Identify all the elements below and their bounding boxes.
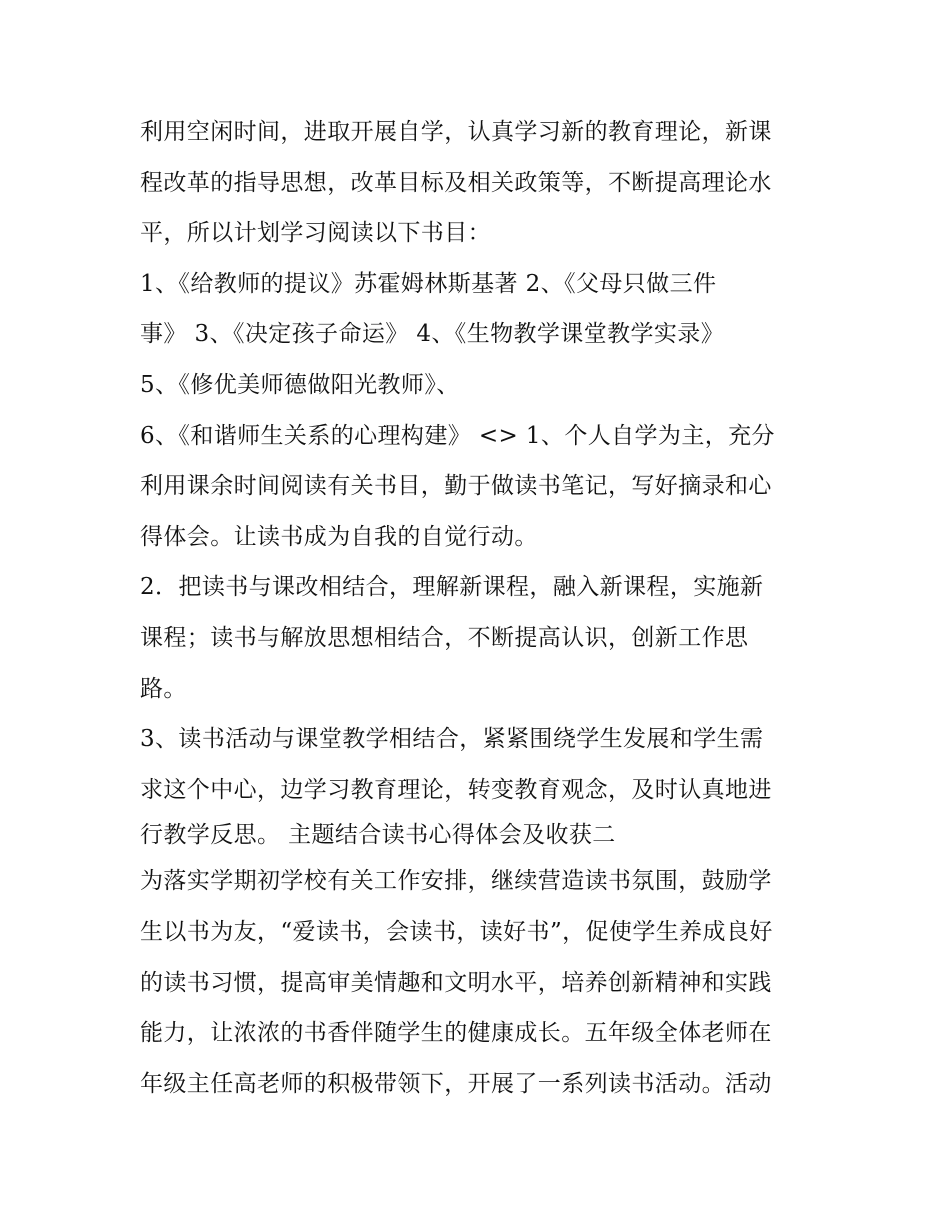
- text-line: 的读书习惯，提高审美情趣和文明水平，培养创新精神和实践: [140, 969, 772, 996]
- text-line: 1、《给教师的提议》苏霍姆林斯基著 2、《父母只做三件: [140, 270, 717, 297]
- text-line: 能力，让浓浓的书香伴随学生的健康成长。五年级全体老师在: [140, 1020, 772, 1047]
- text-line: 求这个中心，边学习教育理论，转变教育观念，及时认真地进: [140, 776, 772, 803]
- text-line: 平，所以计划学习阅读以下书目：: [140, 220, 491, 247]
- text-line: 课程；读书与解放思想相结合，不断提高认识，创新工作思: [140, 624, 749, 651]
- document-body: [140, 107, 830, 1109]
- text-line: 事》 3、《决定孩子命运》 4、《生物教学课堂教学实录》: [140, 321, 725, 348]
- text-line: 行教学反思。 主题结合读书心得体会及收获二: [140, 822, 616, 849]
- text-line: 利用课余时间阅读有关书目，勤于做读书笔记，写好摘录和心: [140, 473, 772, 500]
- text-line: 为落实学期初学校有关工作安排，继续营造读书氛围，鼓励学: [140, 868, 772, 895]
- text-line: 生以书为友，“爱读书，会读书，读好书”，促使学生养成良好: [140, 918, 773, 945]
- text-line: 程改革的指导思想，改革目标及相关政策等，不断提高理论水: [140, 169, 772, 196]
- text-line: 2．把读书与课改相结合，理解新课程，融入新课程，实施新: [140, 574, 764, 601]
- text-line: 年级主任高老师的积极带领下，开展了一系列读书活动。活动: [140, 1070, 772, 1097]
- text-line: 得体会。让读书成为自我的自觉行动。: [140, 523, 538, 550]
- text-line: 利用空闲时间，进取开展自学，认真学习新的教育理论，新课: [140, 119, 772, 145]
- text-line: 路。: [140, 675, 187, 702]
- text-line: 6、《和谐师生关系的心理构建》 <> 1、个人自学为主，充分: [140, 422, 775, 449]
- text-line: 5、《修优美师德做阳光教师》、: [140, 371, 460, 398]
- text-line: 3、读书活动与课堂教学相结合，紧紧围绕学生发展和学生需: [140, 726, 764, 753]
